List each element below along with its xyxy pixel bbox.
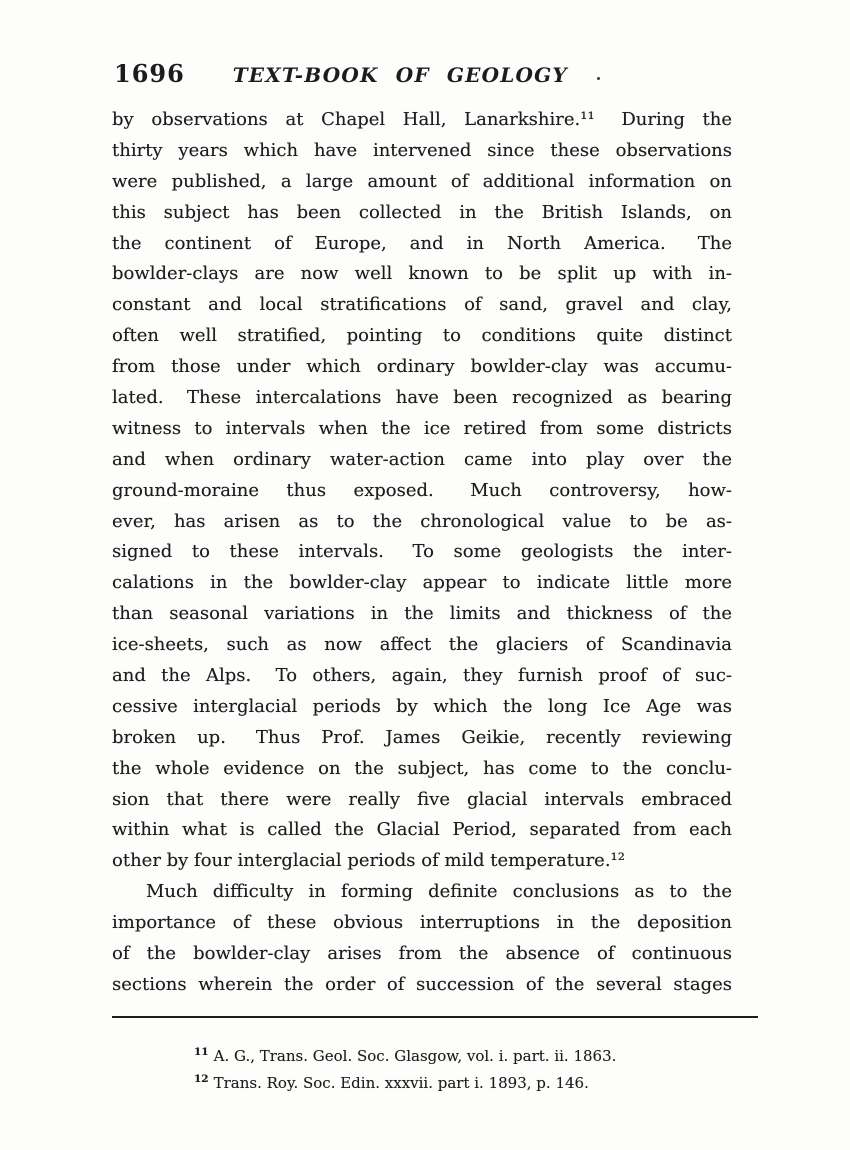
body-text (112, 105, 732, 1001)
page-content (112, 59, 732, 1095)
text-line: and the Alps. To others, again, they furnish proof of suc- (112, 665, 732, 687)
text-line: importance of these obvious interruptions in the deposition (112, 912, 732, 934)
footnote-text: Trans. Roy. Soc. Edin. xxxvii. part i. 1893, p. 146. (213, 1073, 589, 1092)
text-line: cessive interglacial periods by which the long Ice Age was (112, 695, 732, 717)
footnote-marker: 11 (194, 1045, 209, 1058)
footnote-marker: 12 (194, 1072, 209, 1085)
text-line: broken up. Thus Prof. James Geikie, recently reviewing (112, 726, 732, 748)
text-line: other by four interglacial periods of mild temperature.¹² (112, 850, 625, 872)
text-line: the whole evidence on the subject, has come to the conclu- (112, 757, 732, 779)
footnote (194, 1041, 732, 1068)
text-line: and when ordinary water-action came into play over the (112, 448, 732, 470)
text-line: by observations at Chapel Hall, Lanarkshire.¹¹ During the (112, 109, 732, 130)
footnote-rule (112, 1016, 758, 1018)
text-line: were published, a large amount of additional information on (112, 170, 732, 192)
text-line: within what is called the Glacial Period, separated from each (112, 819, 732, 841)
page-number: 1696 (114, 59, 185, 88)
text-line: of the bowlder-clay arises from the absence of continuous (112, 943, 732, 965)
page-header (112, 59, 732, 88)
text-line: bowlder-clays are now well known to be split up with in- (112, 263, 732, 285)
text-line: the continent of Europe, and in North America. The (112, 232, 732, 254)
running-title: TEXT-BOOK OF GEOLOGY (232, 63, 568, 87)
footnote (194, 1068, 732, 1095)
text-line: sections wherein the order of succession of the several stages (112, 973, 732, 995)
footnote-section (194, 1041, 732, 1095)
text-line: ground-moraine thus exposed. Much controversy, how- (112, 479, 732, 501)
text-line: witness to intervals when the ice retired from some districts (112, 417, 732, 439)
text-line: sion that there were really five glacial intervals embraced (112, 788, 732, 810)
footnote-text: A. G., Trans. Geol. Soc. Glasgow, vol. i. part. ii. 1863. (213, 1046, 617, 1065)
text-line: often well stratified, pointing to conditions quite distinct (112, 325, 732, 347)
text-line: lated. These intercalations have been recognized as bearing (112, 387, 732, 409)
text-line: signed to these intervals. To some geologists the inter- (112, 541, 732, 563)
text-line: constant and local stratifications of sand, gravel and clay, (112, 294, 732, 316)
text-line: ever, has arisen as to the chronological value to be as- (112, 510, 732, 532)
text-line: calations in the bowlder-clay appear to indicate little more (112, 572, 732, 594)
text-line: from those under which ordinary bowlder-clay was accumu- (112, 356, 732, 378)
text-line: Much difficulty in forming definite conclusions as to the (146, 881, 732, 903)
text-line: ice-sheets, such as now affect the glaciers of Scandinavia (112, 634, 732, 656)
text-line: thirty years which have intervened since these observations (112, 139, 732, 161)
text-line: than seasonal variations in the limits and thickness of the (112, 603, 732, 625)
text-line: this subject has been collected in the British Islands, on (112, 201, 732, 223)
